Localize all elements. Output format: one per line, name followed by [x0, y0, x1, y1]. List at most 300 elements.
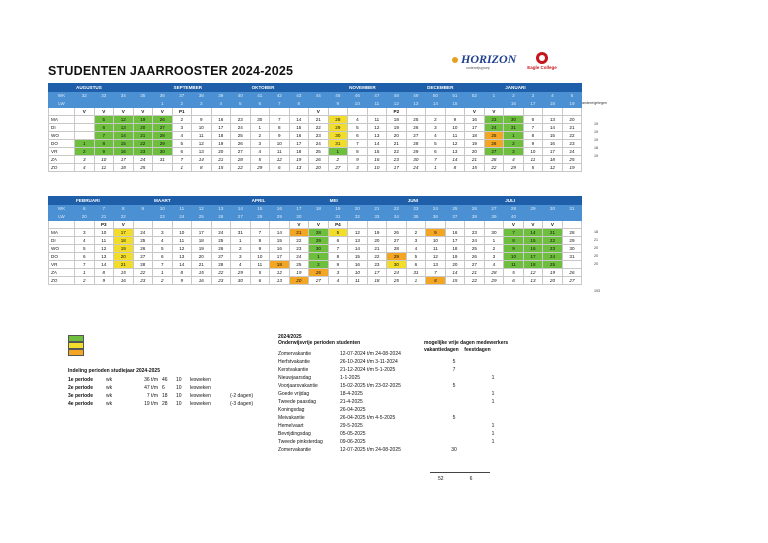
date-cell: 25: [543, 261, 563, 269]
period-marker: V: [94, 108, 114, 116]
date-cell: 29: [231, 269, 251, 277]
week-number: 25: [445, 205, 465, 213]
date-cell: 6: [94, 124, 114, 132]
legend-orange-swatch: [68, 349, 84, 356]
date-cell: 26: [309, 269, 329, 277]
date-cell: 14: [445, 156, 465, 164]
date-cell: 2: [75, 277, 95, 285]
holiday-row: [278, 422, 514, 430]
holiday-dates: 21-4-2025: [340, 399, 363, 405]
date-cell: 1: [406, 277, 426, 285]
date-cell: 2: [250, 132, 270, 140]
period-marker: [250, 108, 270, 116]
date-cell: 4: [328, 277, 348, 285]
month-label: OKTOBER: [250, 84, 348, 92]
date-cell: 4: [153, 237, 173, 245]
month-label: JUNI: [406, 197, 504, 205]
date-cell: 16: [543, 140, 563, 148]
date-cell: 24: [484, 124, 504, 132]
period-marker: [348, 221, 368, 229]
date-cell: 25: [231, 132, 251, 140]
date-cell: 18: [465, 132, 485, 140]
date-cell: 12: [270, 269, 290, 277]
lesson-week-number: 16: [504, 100, 524, 108]
holiday-vacation-days: 5: [452, 359, 456, 365]
date-cell: 12: [543, 164, 563, 172]
date-cell: 22: [465, 277, 485, 285]
week-number: 43: [289, 92, 309, 100]
holiday-dates: 29-5-2025: [340, 423, 363, 429]
week-number: 28: [504, 205, 524, 213]
lesson-week-number: 17: [523, 100, 543, 108]
period-marker: P2: [387, 108, 407, 116]
period-marker: [231, 108, 251, 116]
date-cell: 9: [328, 261, 348, 269]
date-cell: 18: [289, 148, 309, 156]
day-label: MA: [49, 116, 75, 124]
period-cell: lesweken: [190, 377, 211, 383]
date-cell: 2: [406, 229, 426, 237]
date-cell: 14: [367, 140, 387, 148]
lesson-week-number: 38: [465, 213, 485, 221]
lesson-week-number: 26: [211, 213, 231, 221]
date-cell: 29: [562, 237, 582, 245]
date-cell: 6: [426, 148, 446, 156]
week-number: 41: [250, 92, 270, 100]
day-label: WO: [49, 132, 75, 140]
marker-row: [49, 221, 582, 229]
date-cell: 10: [192, 124, 212, 132]
date-cell: 21: [133, 132, 153, 140]
week-number: 51: [445, 92, 465, 100]
day-row: [49, 132, 582, 140]
date-cell: 23: [484, 116, 504, 124]
date-cell: 2: [75, 148, 95, 156]
period-marker: [211, 108, 231, 116]
date-cell: 5: [75, 245, 95, 253]
date-cell: 2: [172, 116, 192, 124]
date-cell: 25: [309, 148, 329, 156]
holiday-row: [278, 366, 514, 374]
date-cell: 6: [75, 253, 95, 261]
month-label: AUGUSTUS: [75, 84, 173, 92]
date-cell: 9: [348, 156, 368, 164]
day-row: [49, 116, 582, 124]
day-label: ZA: [49, 156, 75, 164]
date-cell: 28: [484, 156, 504, 164]
week-number: 2: [504, 92, 524, 100]
month-label: DECEMBER: [426, 84, 504, 92]
date-cell: 19: [114, 245, 134, 253]
day-row: [49, 140, 582, 148]
date-cell: 29: [309, 237, 329, 245]
date-cell: 12: [94, 245, 114, 253]
period-marker: V: [289, 221, 309, 229]
date-cell: 5: [328, 229, 348, 237]
date-cell: 1: [328, 148, 348, 156]
date-cell: 25: [211, 237, 231, 245]
week-number: 46: [348, 92, 368, 100]
week-number: 20: [348, 205, 368, 213]
period-marker: [348, 108, 368, 116]
day-row: [49, 277, 582, 285]
date-cell: 4: [406, 245, 426, 253]
date-cell: 12: [270, 156, 290, 164]
date-cell: 5: [172, 140, 192, 148]
month-label: NOVEMBER: [348, 84, 426, 92]
date-cell: 12: [172, 245, 192, 253]
date-cell: 21: [562, 124, 582, 132]
date-cell: 1: [426, 164, 446, 172]
date-cell: 21: [543, 229, 563, 237]
date-cell: 18: [543, 156, 563, 164]
date-cell: 18: [367, 277, 387, 285]
date-cell: 13: [192, 148, 212, 156]
date-cell: 30: [484, 229, 504, 237]
week-number-row: [49, 92, 582, 100]
week-number: 38: [192, 92, 212, 100]
date-cell: 7: [153, 261, 173, 269]
period-marker: V: [133, 108, 153, 116]
date-cell: 31: [504, 124, 524, 132]
period-marker: P3: [94, 221, 114, 229]
date-cell: 4: [250, 148, 270, 156]
lesson-week-number: 7: [270, 100, 290, 108]
date-cell: 10: [367, 164, 387, 172]
lesson-week-number: [94, 100, 114, 108]
holiday-name: Meivakantie: [278, 415, 305, 421]
date-cell: 28: [211, 261, 231, 269]
holiday-public-days: 1: [491, 391, 495, 397]
date-cell: 3: [348, 164, 368, 172]
week-number: 11: [172, 205, 192, 213]
eagle-logo-icon: [536, 52, 548, 64]
date-cell: 22: [231, 164, 251, 172]
lesson-week-number: 10: [348, 100, 368, 108]
day-label: DO: [49, 253, 75, 261]
date-cell: 23: [309, 132, 329, 140]
date-cell: 22: [133, 269, 153, 277]
holiday-totals: [438, 476, 472, 482]
date-cell: 18: [114, 164, 134, 172]
date-cell: 14: [348, 245, 368, 253]
day-label: VR: [49, 148, 75, 156]
holiday-name: Herfstvakantie: [278, 359, 310, 365]
date-cell: 1: [75, 140, 95, 148]
workdays-header: andere/gelegen: [582, 101, 607, 105]
date-cell: 8: [250, 237, 270, 245]
period-cell: 10: [176, 377, 182, 383]
day-row: [49, 261, 582, 269]
date-cell: 18: [270, 261, 290, 269]
period-cell: 2e periode: [68, 385, 94, 391]
date-cell: 16: [348, 261, 368, 269]
date-cell: 20: [133, 124, 153, 132]
date-cell: 18: [211, 132, 231, 140]
holiday-name: Tweede paasdag: [278, 399, 317, 405]
period-row: [68, 392, 260, 400]
period-cell: 10: [176, 401, 182, 407]
date-cell: 18: [523, 261, 543, 269]
date-cell: 15: [523, 237, 543, 245]
date-cell: [75, 116, 95, 124]
date-cell: 14: [94, 261, 114, 269]
period-cell: 4e periode: [68, 401, 94, 407]
date-cell: 15: [192, 269, 212, 277]
week-number: 15: [250, 205, 270, 213]
total-public-holidays: 6: [469, 476, 473, 482]
holiday-name: Koningsdag: [278, 407, 305, 413]
date-cell: 13: [348, 237, 368, 245]
date-cell: 29: [153, 140, 173, 148]
date-cell: 9: [523, 140, 543, 148]
period-marker: V: [75, 108, 95, 116]
date-cell: 21: [211, 156, 231, 164]
date-cell: 11: [250, 261, 270, 269]
date-cell: 16: [445, 229, 465, 237]
week-number: 8: [114, 205, 134, 213]
holiday-vacation-days: 7: [452, 367, 456, 373]
date-cell: 13: [289, 164, 309, 172]
date-cell: 18: [445, 245, 465, 253]
lesson-week-label: LW: [49, 213, 75, 221]
lesson-week-number: [75, 100, 95, 108]
week-number: 39: [211, 92, 231, 100]
date-cell: 17: [114, 229, 134, 237]
date-cell: 26: [211, 245, 231, 253]
period-cell: 10: [176, 385, 182, 391]
date-cell: 2: [153, 277, 173, 285]
date-cell: 28: [484, 269, 504, 277]
date-cell: 14: [192, 156, 212, 164]
period-marker: [49, 221, 75, 229]
date-cell: 8: [523, 132, 543, 140]
period-marker: [562, 221, 582, 229]
date-cell: 9: [250, 245, 270, 253]
date-cell: 15: [114, 140, 134, 148]
period-row: [68, 400, 260, 408]
day-label: ZO: [49, 277, 75, 285]
date-cell: 23: [133, 277, 153, 285]
holiday-row: [278, 446, 514, 454]
day-row: [49, 124, 582, 132]
period-marker: [406, 108, 426, 116]
date-cell: 23: [543, 245, 563, 253]
date-cell: 30: [231, 277, 251, 285]
period-marker: V: [484, 108, 504, 116]
date-cell: 24: [406, 164, 426, 172]
date-cell: 22: [543, 237, 563, 245]
date-cell: 24: [465, 237, 485, 245]
date-cell: 12: [348, 229, 368, 237]
week-number: 21: [367, 205, 387, 213]
holiday-name: Hemelvaart: [278, 423, 304, 429]
period-cell: 28: [162, 401, 168, 407]
week-label: WK: [49, 92, 75, 100]
date-cell: 9: [172, 277, 192, 285]
date-cell: 22: [367, 253, 387, 261]
date-cell: 14: [172, 261, 192, 269]
week-number: 6: [75, 205, 95, 213]
week-number: 14: [231, 205, 251, 213]
date-cell: 25: [406, 116, 426, 124]
date-cell: 10: [445, 124, 465, 132]
workdays-count: 21: [594, 238, 598, 242]
date-cell: 15: [289, 124, 309, 132]
lesson-week-number: [309, 100, 329, 108]
workdays-count: 19: [594, 130, 598, 134]
date-cell: 3: [75, 156, 95, 164]
date-cell: 4: [75, 164, 95, 172]
date-cell: 17: [465, 124, 485, 132]
week-number: 44: [309, 92, 329, 100]
date-cell: 24: [309, 140, 329, 148]
date-cell: 28: [328, 116, 348, 124]
date-cell: 28: [153, 132, 173, 140]
date-cell: 7: [270, 116, 290, 124]
period-marker: [231, 221, 251, 229]
horizon-logo-subtitle: onderwijsgroep: [466, 66, 490, 70]
date-cell: 20: [562, 116, 582, 124]
date-cell: 24: [543, 253, 563, 261]
period-marker: [211, 221, 231, 229]
date-cell: 20: [289, 277, 309, 285]
date-cell: 11: [445, 132, 465, 140]
date-cell: 8: [94, 269, 114, 277]
date-cell: 18: [387, 116, 407, 124]
date-cell: 3: [426, 124, 446, 132]
lesson-week-number: 18: [543, 100, 563, 108]
lesson-week-number: 35: [406, 213, 426, 221]
date-cell: 2: [504, 140, 524, 148]
period-marker: [426, 108, 446, 116]
date-cell: 14: [543, 124, 563, 132]
date-cell: 27: [406, 132, 426, 140]
holiday-name: Goede vrijdag: [278, 391, 310, 397]
period-marker: P1: [172, 108, 192, 116]
holiday-public-days: 1: [491, 399, 495, 405]
period-cell: lesweken: [190, 393, 211, 399]
period-marker: [172, 221, 192, 229]
period-marker: P4: [328, 221, 348, 229]
date-cell: 17: [289, 140, 309, 148]
date-cell: 2: [328, 156, 348, 164]
week-number: 16: [270, 205, 290, 213]
date-cell: 6: [153, 253, 173, 261]
date-cell: 25: [133, 237, 153, 245]
lesson-week-number: 27: [231, 213, 251, 221]
date-cell: 2: [484, 245, 504, 253]
date-cell: 19: [445, 253, 465, 261]
lesson-week-number: 37: [445, 213, 465, 221]
lesson-week-number: 39: [484, 213, 504, 221]
date-cell: 10: [348, 269, 368, 277]
lesson-week-number: 11: [367, 100, 387, 108]
holidays-column-header: mogelijke vrije dagen medewerkers vakantiedagen feestdagen: [424, 340, 509, 353]
holiday-vacation-days: 5: [452, 383, 456, 389]
date-cell: 28: [133, 261, 153, 269]
lesson-week-number: 25: [192, 213, 212, 221]
period-marker: V: [543, 221, 563, 229]
holiday-public-days: 1: [491, 431, 495, 437]
week-number: 31: [562, 205, 582, 213]
period-marker: [426, 221, 446, 229]
period-cell: 10: [176, 393, 182, 399]
period-marker: [133, 221, 153, 229]
week-number: 26: [465, 205, 485, 213]
month-label: FEBRUARI: [75, 197, 153, 205]
period-marker: [504, 108, 524, 116]
lesson-week-number: [562, 213, 582, 221]
lesson-week-number: [133, 100, 153, 108]
date-cell: 14: [445, 269, 465, 277]
date-cell: 8: [192, 164, 212, 172]
month-label: JULI: [504, 197, 582, 205]
date-cell: 21: [465, 269, 485, 277]
lesson-week-number: 32: [348, 213, 368, 221]
date-cell: 6: [328, 237, 348, 245]
period-marker: [543, 108, 563, 116]
week-number: 1: [484, 92, 504, 100]
period-cell: 3e periode: [68, 393, 94, 399]
date-cell: 12: [192, 140, 212, 148]
date-cell: 20: [192, 253, 212, 261]
date-cell: 1: [172, 164, 192, 172]
date-cell: 27: [211, 253, 231, 261]
date-cell: 24: [133, 156, 153, 164]
date-cell: 16: [289, 132, 309, 140]
date-cell: 13: [426, 261, 446, 269]
date-cell: 23: [133, 148, 153, 156]
holiday-vacation-days: 30: [451, 447, 457, 453]
day-row: [49, 148, 582, 156]
lesson-week-number: 34: [387, 213, 407, 221]
period-marker: V: [114, 221, 134, 229]
week-number: 45: [328, 92, 348, 100]
date-cell: 8: [504, 237, 524, 245]
date-cell: 22: [484, 164, 504, 172]
period-marker: V: [309, 221, 329, 229]
day-row: [49, 245, 582, 253]
date-cell: 17: [114, 156, 134, 164]
month-label: MEI: [328, 197, 406, 205]
date-cell: 13: [543, 116, 563, 124]
week-number: 18: [309, 205, 329, 213]
holiday-vacation-days: 5: [452, 415, 456, 421]
week-number: 49: [406, 92, 426, 100]
date-cell: 30: [328, 132, 348, 140]
date-cell: 5: [250, 269, 270, 277]
holiday-name: Zomervakantie: [278, 447, 312, 453]
date-cell: 10: [426, 237, 446, 245]
period-cell: 18: [162, 393, 168, 399]
lesson-week-row: [49, 100, 582, 108]
date-cell: 31: [231, 229, 251, 237]
date-cell: 19: [562, 164, 582, 172]
date-cell: 28: [387, 245, 407, 253]
lesson-week-number: 4: [211, 100, 231, 108]
week-number: 10: [153, 205, 173, 213]
period-cell: 6: [162, 385, 165, 391]
date-cell: 7: [328, 245, 348, 253]
lesson-week-number: 29: [270, 213, 290, 221]
legend-green-swatch: [68, 335, 84, 342]
date-cell: 5: [153, 245, 173, 253]
date-cell: 16: [465, 116, 485, 124]
date-cell: 4: [172, 132, 192, 140]
workdays-count: 18: [594, 146, 598, 150]
date-cell: 10: [94, 229, 114, 237]
